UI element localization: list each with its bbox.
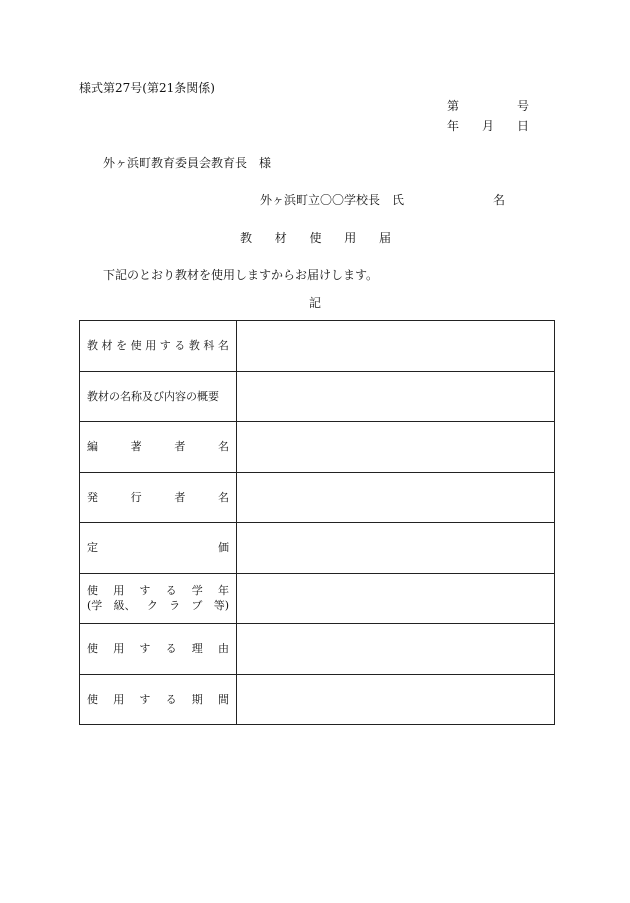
application-table [79, 320, 555, 725]
label-text: 定 [87, 541, 98, 555]
label-text: 者 [174, 490, 186, 504]
doc-title-char: 届 [378, 231, 391, 245]
table-row [80, 523, 555, 574]
label-text: ク [146, 599, 158, 613]
ki-marker: 記 [309, 296, 322, 310]
label-text: 理 [191, 642, 203, 656]
row-value-cell[interactable] [237, 624, 555, 675]
date-line [447, 120, 529, 132]
number-suffix: 号 [516, 99, 529, 113]
doc-title [240, 232, 391, 244]
number-prefix: 第 [447, 99, 460, 113]
label-text: 使 [130, 339, 142, 353]
label-text: す [139, 584, 151, 598]
label-text: 等) [213, 599, 229, 613]
date-year: 年 [447, 119, 460, 133]
label-text: 名 [217, 440, 229, 454]
label-text: 価 [218, 541, 229, 555]
label-text: 学 [191, 584, 203, 598]
label-text: 由 [217, 642, 229, 656]
doc-title-char: 材 [274, 231, 287, 245]
table-row [80, 371, 555, 422]
label-text: 発 [87, 490, 98, 504]
label-line [87, 389, 229, 404]
row-label [80, 321, 237, 372]
row-value-cell[interactable] [237, 573, 555, 624]
label-text: ブ [191, 599, 203, 613]
table-row [80, 674, 555, 725]
label-text: 行 [130, 490, 142, 504]
label-line [87, 540, 229, 555]
label-text: 使 [87, 692, 98, 706]
label-text: ラ [169, 599, 181, 613]
row-value-cell[interactable] [237, 674, 555, 725]
row-label [80, 573, 237, 624]
label-line [87, 598, 229, 613]
doc-title-char: 使 [309, 231, 322, 245]
table-row [80, 573, 555, 624]
label-text: 名 [217, 339, 229, 353]
label-text: 年 [217, 584, 229, 598]
row-value-cell[interactable] [237, 321, 555, 372]
label-line [87, 692, 229, 707]
row-value-cell[interactable] [237, 371, 555, 422]
row-label [80, 674, 237, 725]
sender-name-suffix: 名 [493, 193, 506, 207]
label-text: 著 [130, 440, 142, 454]
row-value-cell[interactable] [237, 422, 555, 473]
label-text: 期 [191, 692, 203, 706]
date-day: 日 [516, 119, 529, 133]
label-text: る [165, 584, 177, 598]
doc-title-char: 教 [240, 231, 253, 245]
label-text: る [174, 339, 186, 353]
row-label [80, 422, 237, 473]
row-value-cell[interactable] [237, 472, 555, 523]
label-line [87, 439, 229, 454]
table-row [80, 472, 555, 523]
table-row [80, 624, 555, 675]
label-text: 使 [87, 642, 98, 656]
table-row [80, 422, 555, 473]
label-text: 用 [113, 584, 125, 598]
label-text: 名 [217, 490, 229, 504]
form-id: 様式第27号(第21条関係) [79, 81, 215, 95]
label-text: 教材の名称及び内容の概要 [87, 389, 219, 403]
label-text: 使 [87, 584, 98, 598]
label-text: す [159, 339, 171, 353]
label-line [87, 490, 229, 505]
doc-title-char: 用 [344, 231, 357, 245]
label-text: る [165, 692, 177, 706]
label-text: 科 [203, 339, 215, 353]
label-text: 者 [174, 440, 186, 454]
label-line [87, 583, 229, 598]
label-text: 教 [87, 339, 98, 353]
row-label [80, 472, 237, 523]
label-text: 用 [113, 692, 125, 706]
label-text: 編 [87, 440, 98, 454]
row-label [80, 523, 237, 574]
label-text: 教 [188, 339, 200, 353]
label-text: 用 [113, 642, 125, 656]
row-label [80, 371, 237, 422]
sender-school: 外ヶ浜町立〇〇学校長 氏 [260, 193, 405, 207]
label-line [87, 338, 229, 353]
label-text: (学 [87, 599, 103, 613]
label-text: す [139, 642, 151, 656]
label-text: 材 [101, 339, 113, 353]
label-line [87, 641, 229, 656]
row-label [80, 624, 237, 675]
label-text: 級、 [113, 599, 136, 613]
intro-text: 下記のとおり教材を使用しますからお届けします。 [103, 268, 379, 282]
label-text: 間 [217, 692, 229, 706]
number-line [447, 100, 529, 112]
table-row [80, 321, 555, 372]
label-text: 用 [145, 339, 157, 353]
label-text: す [139, 692, 151, 706]
addressee: 外ヶ浜町教育委員会教育長 様 [103, 156, 272, 170]
label-text: を [116, 339, 128, 353]
label-text: る [165, 642, 177, 656]
date-month: 月 [481, 119, 494, 133]
row-value-cell[interactable] [237, 523, 555, 574]
